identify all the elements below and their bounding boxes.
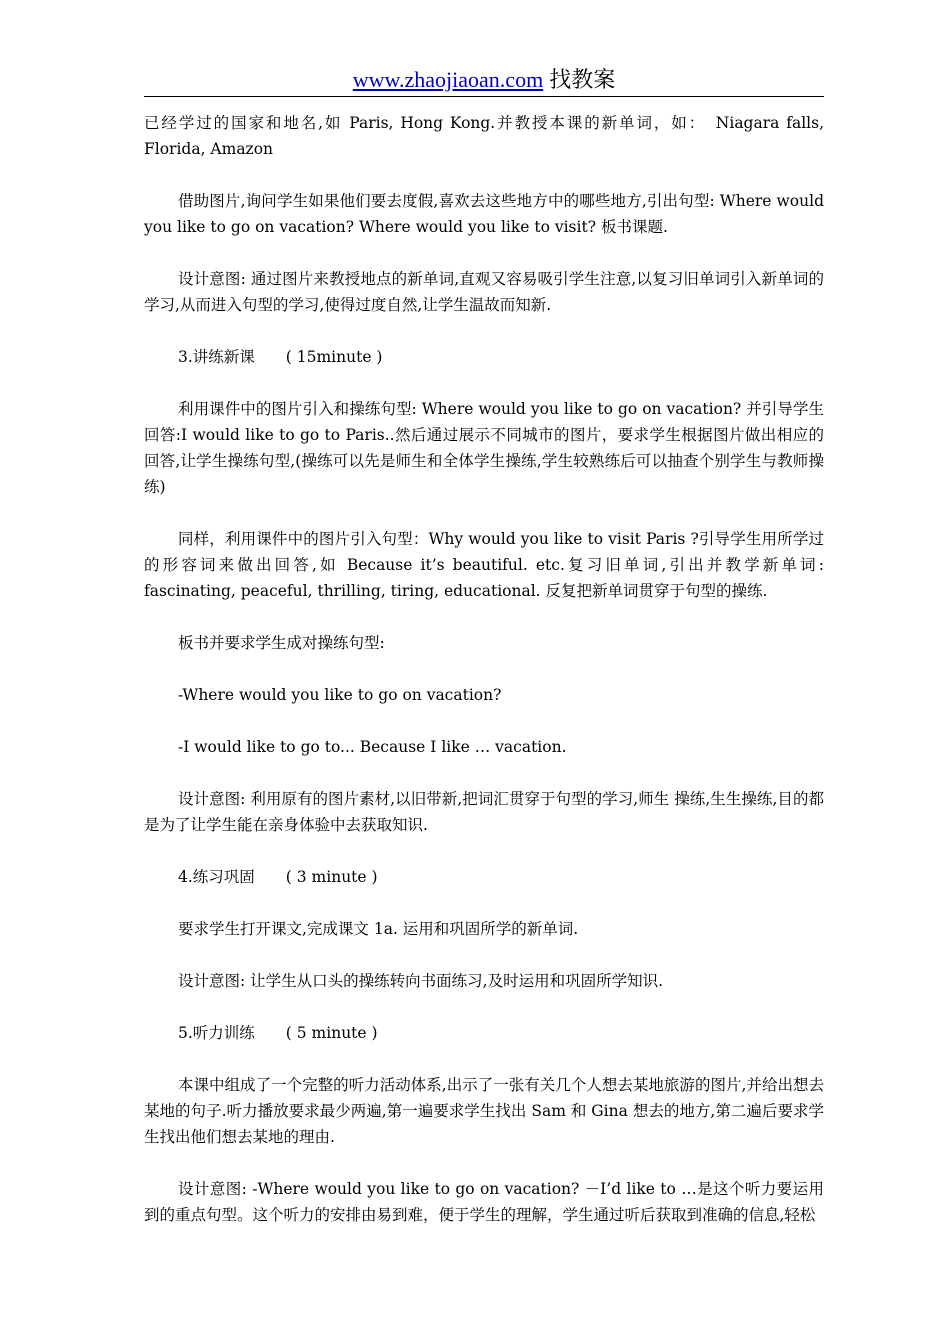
site-name: 找教案 bbox=[549, 68, 616, 93]
page-header bbox=[144, 64, 824, 97]
site-link[interactable]: www.zhaojiaoan.com bbox=[352, 67, 544, 92]
paragraph-design-intent-2: 设计意图: 利用原有的图片素材,以旧带新,把词汇贯穿于句型的学习,师生 操练,生生操练,目的都是为了让学生能在亲身体验中去获取知识. bbox=[144, 790, 824, 834]
paragraph-listening-activity: 本课中组成了一个完整的听力活动体系,出示了一张有关几个人想去某地旅游的图片,并给出想去某地的句子.听力播放要求最少两遍,第一遍要求学生找出 Sam 和 Gina 想去的地方,第二遍后要求学生找出他们想去某地的理由. bbox=[144, 1076, 824, 1146]
paragraph-blackboard: 板书并要求学生成对操练句型: bbox=[178, 634, 385, 652]
section-heading-practice: 4.练习巩固 ( 3 minute ) bbox=[178, 868, 378, 886]
paragraph-textbook-1a: 要求学生打开课文,完成课文 1a. 运用和巩固所学的新单词. bbox=[178, 920, 579, 938]
section-heading-new-lesson: 3.讲练新课 ( 15minute ) bbox=[178, 348, 383, 366]
paragraph-design-intent-4: 设计意图: -Where would you like to go on vacation? －I’d like to …是这个听力要运用到的重点句型。这个听力的安排由易到难，便于学生的理解，学生通过听后获取到准确的信息,轻松 bbox=[144, 1180, 824, 1224]
document-body bbox=[144, 110, 824, 1254]
dialogue-line-question: -Where would you like to go on vacation? bbox=[178, 686, 502, 704]
paragraph-picture-question: 借助图片,询问学生如果他们要去度假,喜欢去这些地方中的哪些地方,引出句型: Where would you like to go on vacation? Where would you like to visit? 板书课题. bbox=[144, 192, 824, 236]
section-heading-listening: 5.听力训练 ( 5 minute ) bbox=[178, 1024, 378, 1042]
paragraph-why-visit: 同样，利用课件中的图片引入句型：Why would you like to visit Paris ?引导学生用所学过的形容词来做出回答,如 Because it’s beautiful. etc.复习旧单词,引出并教学新单词: fascinating, peaceful, thrilling, tiring, educational. 反复把新单词贯穿于句型的操练. bbox=[144, 530, 824, 600]
paragraph-intro-vocab: 已经学过的国家和地名,如 Paris, Hong Kong.并教授本课的新单词，如： Niagara falls, Florida, Amazon bbox=[144, 114, 824, 158]
paragraph-drill-sentence: 利用课件中的图片引入和操练句型: Where would you like to go on vacation? 并引导学生回答:I would like to go to Paris..然后通过展示不同城市的图片，要求学生根据图片做出相应的回答,让学生操练句型,(操练可以先是师生和全体学生操练,学生较熟练后可以抽查个别学生与教师操练) bbox=[144, 400, 824, 496]
paragraph-design-intent-3: 设计意图: 让学生从口头的操练转向书面练习,及时运用和巩固所学知识. bbox=[178, 972, 664, 990]
dialogue-line-answer: -I would like to go to... Because I like … vacation. bbox=[178, 738, 567, 756]
paragraph-design-intent-1: 设计意图: 通过图片来教授地点的新单词,直观又容易吸引学生注意,以复习旧单词引入新单词的学习,从而进入句型的学习,使得过度自然,让学生温故而知新. bbox=[144, 270, 824, 314]
